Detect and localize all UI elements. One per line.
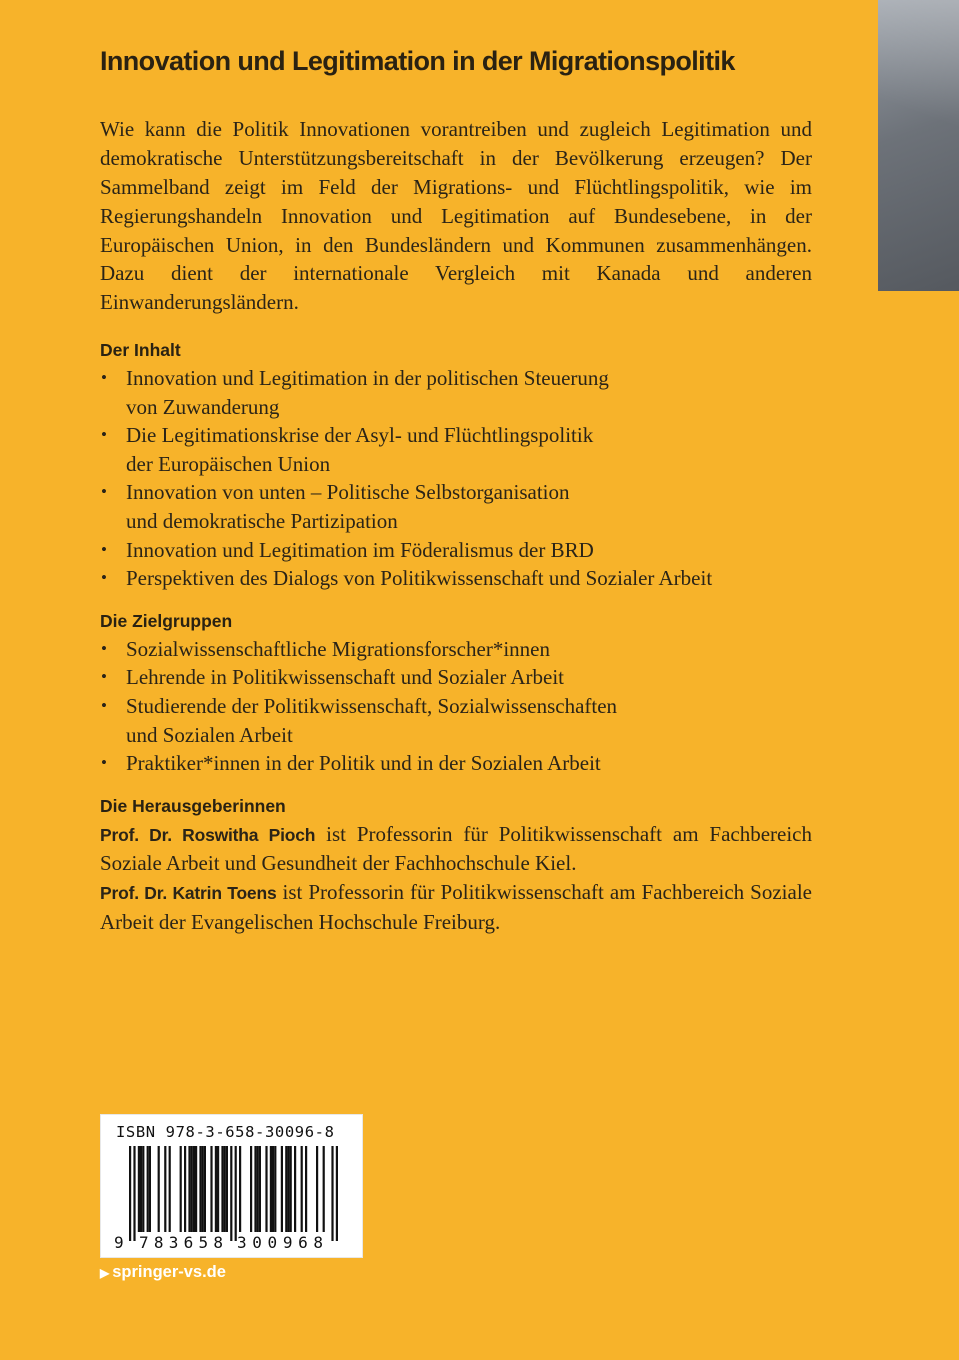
section-heading-herausgeberinnen: Die Herausgeberinnen xyxy=(100,795,286,816)
corner-gray-block xyxy=(878,0,959,291)
inhalt-list xyxy=(100,364,812,593)
barcode-bar xyxy=(195,1146,197,1232)
barcode-bar xyxy=(199,1146,201,1232)
editor-bio-pioch: Prof. Dr. Roswitha Pioch ist Professorin für Politikwissenschaft am Fachbereich Soziale Arbeit und Gesundheit der Fachhochschule Kiel. xyxy=(100,821,812,876)
list-item: • Innovation von unten – Politische Selbstorganisation und demokratische Partizipation xyxy=(100,478,812,535)
editor-name: Prof. Dr. Roswitha Pioch xyxy=(100,824,316,845)
publisher-link-text: springer-vs.de xyxy=(112,1263,226,1281)
barcode-bar xyxy=(138,1146,140,1232)
barcode-bar xyxy=(287,1146,289,1232)
zielgruppen-list xyxy=(100,635,812,778)
barcode-bar xyxy=(133,1146,135,1241)
barcode-bar xyxy=(265,1146,267,1232)
barcode-bar xyxy=(235,1146,237,1241)
list-item: • Perspektiven des Dialogs von Politikwissenschaft und Sozialer Arbeit xyxy=(100,564,812,593)
barcode-bar xyxy=(285,1146,287,1232)
barcode-bar xyxy=(184,1146,186,1232)
barcode-bar xyxy=(140,1146,142,1232)
book-title: Innovation und Legitimation in der Migrationspolitik xyxy=(100,46,735,76)
list-item: • Innovation und Legitimation in der politischen Steuerung von Zuwanderung xyxy=(100,364,812,421)
section-heading-zielgruppen: Die Zielgruppen xyxy=(100,610,233,631)
barcode-bar xyxy=(259,1146,261,1232)
list-item: • Praktiker*innen in der Politik und in der Sozialen Arbeit xyxy=(100,749,812,778)
barcode-bar xyxy=(270,1146,272,1232)
barcode-left-digits: 783658 xyxy=(139,1233,223,1252)
barcode-bar xyxy=(272,1146,274,1232)
isbn-label: ISBN 978-3-658-30096-8 xyxy=(116,1123,335,1141)
back-cover-content xyxy=(100,45,812,937)
barcode-bar xyxy=(257,1146,259,1232)
barcode-bar xyxy=(147,1146,149,1232)
barcode-bar xyxy=(193,1146,195,1232)
barcode-bar xyxy=(217,1146,219,1232)
barcode-right-digits: 300968 xyxy=(237,1233,323,1252)
list-item: • Die Legitimationskrise der Asyl- und Flüchtlingspolitik der Europäischen Union xyxy=(100,421,812,478)
barcode-bar xyxy=(323,1146,325,1232)
barcode-bar xyxy=(226,1146,228,1232)
editor-name: Prof. Dr. Katrin Toens xyxy=(100,883,277,904)
barcode-bar xyxy=(188,1146,190,1232)
barcode-bar xyxy=(250,1146,252,1232)
barcode-bar xyxy=(301,1146,303,1232)
publisher-link[interactable] xyxy=(100,1263,226,1282)
barcode-bar xyxy=(290,1146,292,1232)
barcode-first-digit: 9 xyxy=(114,1233,124,1252)
barcode-bar xyxy=(239,1146,241,1232)
barcode-bar xyxy=(210,1146,212,1232)
barcode-bar xyxy=(281,1146,283,1232)
isbn-barcode xyxy=(100,1114,363,1258)
barcode-bar xyxy=(202,1146,204,1232)
intro-paragraph: Wie kann die Politik Innovationen vorantreiben und zugleich Legitimation und demokratische Unterstützungsbereitschaft in der Bevölkerung erzeugen? Der Sammelband zeigt im Feld der Migrations- und Flüchtlingspolitik, wie im Regierungshandeln Innovation und Legitimation auf Bundesebene, in der Europäischen Union, in den Bundesländern und Kommunen zusammenhängen. Dazu dient der internationale Vergleich mit Kanada und anderen Einwanderungsländern. xyxy=(100,117,812,315)
barcode-bar xyxy=(305,1146,307,1232)
barcode-bar xyxy=(149,1146,151,1232)
barcode-bar xyxy=(254,1146,256,1232)
barcode-bar xyxy=(129,1146,131,1241)
barcode-bar xyxy=(142,1146,144,1232)
barcode-bar xyxy=(164,1146,166,1232)
barcode-bar xyxy=(169,1146,171,1232)
barcode-bar xyxy=(215,1146,217,1232)
barcode-bar xyxy=(294,1146,296,1232)
list-item: • Lehrende in Politikwissenschaft und Sozialer Arbeit xyxy=(100,663,812,692)
barcode-bar xyxy=(230,1146,232,1241)
barcode-bar xyxy=(224,1146,226,1232)
barcode-bar xyxy=(221,1146,223,1232)
barcode-bar xyxy=(316,1146,318,1232)
list-item: • Sozialwissenschaftliche Migrationsforscher*innen xyxy=(100,635,812,664)
barcode-graphic xyxy=(101,1115,362,1257)
barcode-bar xyxy=(331,1146,333,1241)
barcode-bar xyxy=(336,1146,338,1241)
barcode-bar xyxy=(180,1146,182,1232)
barcode-bar xyxy=(158,1146,160,1232)
barcode-bar xyxy=(274,1146,276,1232)
section-heading-inhalt: Der Inhalt xyxy=(100,339,181,360)
list-item: • Innovation und Legitimation im Föderalismus der BRD xyxy=(100,536,812,565)
editor-bio-toens: Prof. Dr. Katrin Toens ist Professorin für Politikwissenschaft am Fachbereich Soziale Arbeit der Evangelischen Hochschule Freiburg. xyxy=(100,880,812,935)
arrow-right-icon: ▶ xyxy=(100,1266,110,1280)
barcode-bar xyxy=(204,1146,206,1232)
list-item: • Studierende der Politikwissenschaft, Sozialwissenschaften und Sozialen Arbeit xyxy=(100,692,812,749)
barcode-bar xyxy=(191,1146,193,1232)
